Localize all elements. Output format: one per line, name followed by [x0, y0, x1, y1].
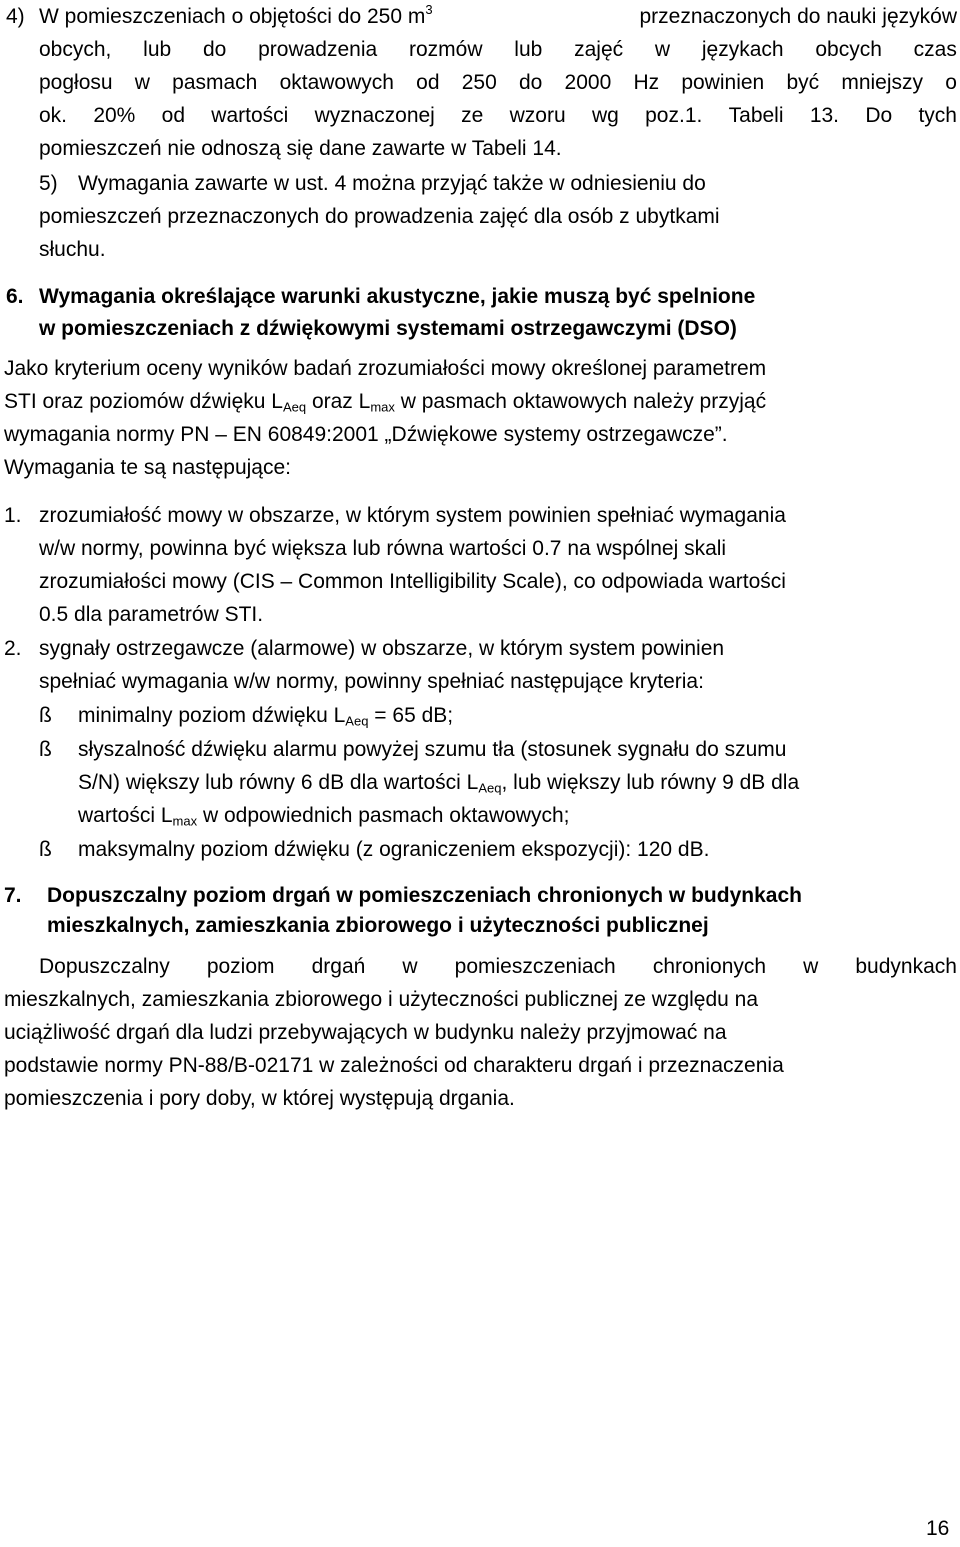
word: oktawowych — [279, 71, 394, 94]
word: od — [416, 71, 440, 94]
subscript: max — [172, 813, 198, 829]
paragraph-line — [39, 33, 957, 66]
text-run: S/N) większy lub równy 6 dB dla wartości L — [78, 771, 479, 794]
word: rozmów — [408, 38, 483, 61]
bullet-text: maksymalny poziom dźwięku (z ograniczeniem ekspozycji): 120 dB. — [78, 838, 710, 861]
section-heading: Wymagania określające warunki akustyczne, jakie muszą być spelnione — [39, 285, 756, 308]
text-run: wartości L — [78, 804, 173, 827]
word: w — [402, 955, 418, 978]
subscript: Aeq — [478, 780, 502, 796]
word: chronionych — [652, 955, 767, 978]
paragraph-line: zrozumiałość mowy w obszarze, w którym system powinien spełniać wymagania — [39, 504, 786, 527]
text-fragment — [39, 0, 433, 33]
word: do — [518, 71, 543, 94]
word: 13. — [809, 104, 840, 127]
section-number: 7. — [4, 884, 22, 907]
word: obcych — [815, 38, 882, 61]
word: o — [945, 71, 957, 94]
text-run: , lub większy lub równy 9 dB dla — [501, 771, 800, 794]
word: w — [654, 38, 671, 61]
paragraph-line: Wymagania zawarte w ust. 4 można przyjąć także w odniesieniu do — [78, 172, 706, 195]
word: językach — [701, 38, 784, 61]
list-number: 2. — [4, 637, 22, 660]
word: czas — [913, 38, 957, 61]
word: w — [803, 955, 819, 978]
text-run: = 65 dB; — [368, 704, 454, 727]
paragraph-line — [39, 0, 957, 33]
subscript: Aeq — [282, 399, 307, 415]
paragraph-line: słuchu. — [39, 238, 106, 261]
word: Dopuszczalny — [39, 955, 170, 978]
word: pasmach — [172, 71, 258, 94]
paragraph-line — [39, 950, 957, 983]
paragraph-line — [39, 66, 957, 99]
word: obcych, — [39, 38, 112, 61]
paragraph-line: podstawie normy PN-88/B-02171 w zależności od charakteru drgań i przeznaczenia — [4, 1054, 784, 1077]
word: drgań — [311, 955, 366, 978]
paragraph-line: Jako kryterium oceny wyników badań zrozumiałości mowy określonej parametrem — [4, 357, 767, 380]
text-run: oraz L — [306, 390, 371, 413]
word: Hz — [633, 71, 660, 94]
word: do — [202, 38, 227, 61]
subscript: max — [370, 399, 395, 415]
word: powinien — [681, 71, 765, 94]
paragraph-line: 0.5 dla parametrów STI. — [39, 603, 264, 626]
word: wyznaczonej — [314, 104, 435, 127]
word: ze — [461, 104, 484, 127]
word: w — [134, 71, 150, 94]
superscript: 3 — [425, 1, 433, 17]
section-heading: Dopuszczalny poziom drgań w pomieszczeniach chronionych w budynkach — [47, 884, 802, 907]
word: pogłosu — [39, 71, 113, 94]
text-run: STI oraz poziomów dźwięku L — [4, 390, 283, 413]
paragraph-line: zrozumiałości mowy (CIS – Common Intelligibility Scale), co odpowiada wartości — [39, 570, 786, 593]
paragraph-line: wymagania normy PN – EN 60849:2001 „Dźwiękowe systemy ostrzegawcze”. — [4, 423, 728, 446]
word: 2000 — [564, 71, 612, 94]
word: Do — [865, 104, 893, 127]
text-run: W pomieszczeniach o objętości do 250 m — [39, 5, 426, 28]
word: być — [786, 71, 820, 94]
paragraph-line: Wymagania te są następujące: — [4, 456, 291, 479]
word: lub — [143, 38, 172, 61]
paragraph-line — [4, 385, 766, 418]
paragraph-line: sygnały ostrzegawcze (alarmowe) w obszarze, w którym system powinien — [39, 637, 725, 660]
paragraph-line: pomieszczenia i pory doby, w której występują drgania. — [4, 1087, 515, 1110]
section-number: 6. — [6, 285, 24, 308]
word: ok. — [39, 104, 68, 127]
word: mniejszy — [841, 71, 924, 94]
word: tych — [918, 104, 957, 127]
item-number: 4) — [6, 5, 25, 28]
subscript: Aeq — [345, 713, 369, 729]
word: poziom — [206, 955, 275, 978]
list-number: 1. — [4, 504, 22, 527]
page-number: 16 — [926, 1517, 950, 1540]
word: pomieszczeniach — [454, 955, 616, 978]
word: 20% — [93, 104, 136, 127]
bullet-text: słyszalność dźwięku alarmu powyżej szumu tła (stosunek sygnału do szumu — [78, 738, 787, 761]
word: wartości — [211, 104, 289, 127]
bullet-glyph: ß — [39, 738, 52, 761]
paragraph-line: spełniać wymagania w/w normy, powinny spełniać następujące kryteria: — [39, 670, 704, 693]
paragraph-line: pomieszczeń przeznaczonych do prowadzenia zajęć dla osób z ubytkami — [39, 205, 720, 228]
word: budynkach — [855, 955, 957, 978]
word: 250 — [461, 71, 497, 94]
bullet-text — [78, 799, 570, 832]
word: zajęć — [574, 38, 624, 61]
section-heading: w pomieszczeniach z dźwiękowymi systemami ostrzegawczymi (DSO) — [39, 317, 737, 340]
bullet-glyph: ß — [39, 704, 52, 727]
text-run: minimalny poziom dźwięku L — [78, 704, 346, 727]
paragraph-line — [39, 99, 957, 132]
paragraph-line: uciążliwość drgań dla ludzi przebywających w budynku należy przyjmować na — [4, 1021, 727, 1044]
word: lub — [514, 38, 543, 61]
word: poz.1. — [645, 104, 703, 127]
text-run: przeznaczonych do nauki języków — [639, 5, 957, 28]
bullet-text — [78, 766, 799, 799]
section-heading: mieszkalnych, zamieszkania zbiorowego i użyteczności publicznej — [47, 914, 709, 937]
bullet-glyph: ß — [39, 838, 52, 861]
paragraph-line: mieszkalnych, zamieszkania zbiorowego i użyteczności publicznej ze względu na — [4, 988, 759, 1011]
word: Tabeli — [728, 104, 784, 127]
word: prowadzenia — [258, 38, 378, 61]
text-run: w pasmach oktawowych należy przyjąć — [394, 390, 767, 413]
word: wg — [591, 104, 619, 127]
paragraph-line: w/w normy, powinna być większa lub równa wartości 0.7 na wspólnej skali — [39, 537, 727, 560]
paragraph-line: pomieszczeń nie odnoszą się dane zawarte w Tabeli 14. — [39, 137, 562, 160]
text-run: w odpowiednich pasmach oktawowych; — [197, 804, 570, 827]
word: wzoru — [509, 104, 566, 127]
bullet-text — [78, 699, 453, 732]
item-number: 5) — [39, 172, 58, 195]
word: od — [161, 104, 185, 127]
